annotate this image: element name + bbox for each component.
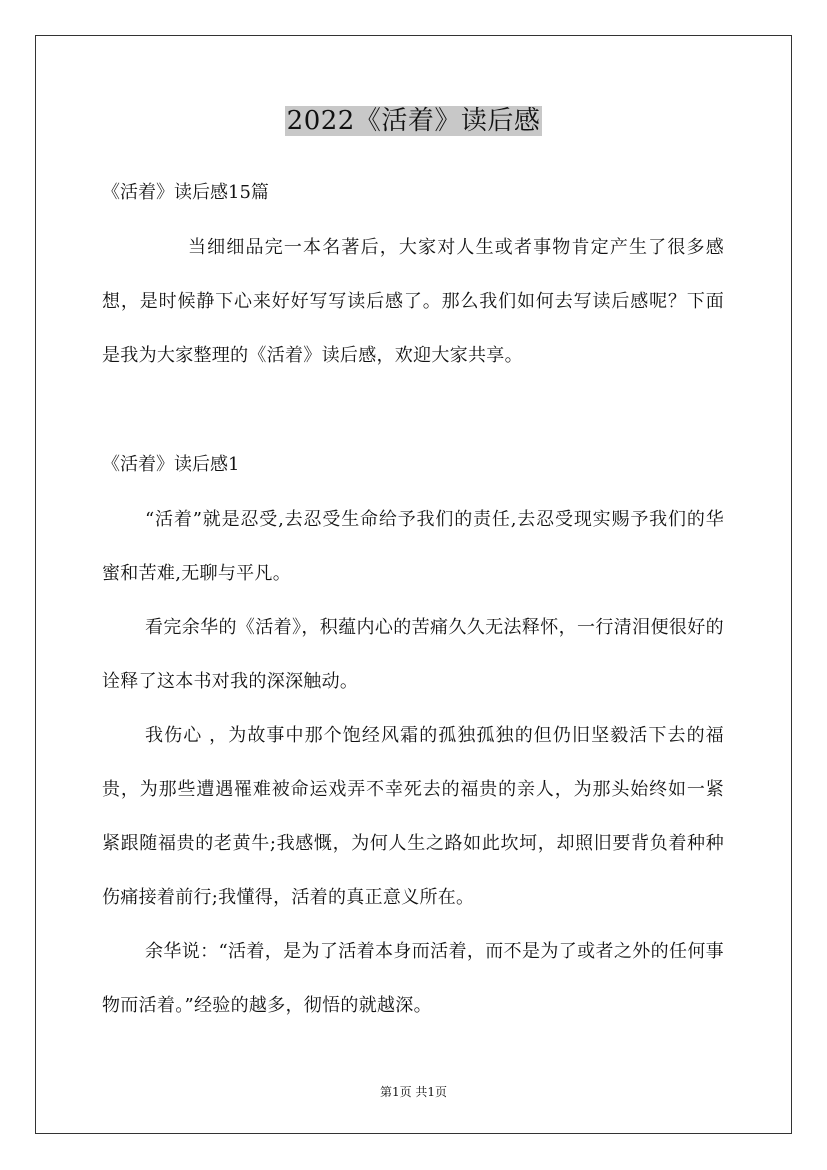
document-subtitle: 《活着》读后感15篇 [102,182,269,203]
body-paragraph-4: 余华说：“活着，是为了活着本身而活着，而不是为了或者之外的任何事物而活着。”经验的越多，彻悟的就越深。 [102,941,724,1016]
intro-paragraph: 当细细品完一本名著后，大家对人生或者事物肯定产生了很多感想，是时候静下心来好好写写读后感了。那么我们如何去写读后感呢？下面是我为大家整理的《活着》读后感，欢迎大家共享。 [102,237,724,366]
section-heading: 《活着》读后感1 [102,454,240,475]
page-footer: 第1页 共1页 [379,1085,448,1099]
body-paragraph-3: 我伤心 ，为故事中那个饱经风霜的孤独孤独的但仍旧坚毅活下去的福贵，为那些遭遇罹难被命运戏弄不幸死去的福贵的亲人，为那头始终如一紧紧跟随福贵的老黄牛;我感慨，为何人生之路如此坎坷，却照旧要背负着种种伤痛接着前行;我懂得，活着的真正意义所在。 [102,725,724,908]
document-title-text: 2022《活着》读后感 [286,106,541,136]
document-title [0,101,827,141]
body-paragraph-1: “活着”就是忍受,去忍受生命给予我们的责任,去忍受现实赐予我们的华蜜和苦难,无聊与平凡。 [102,509,724,584]
body-paragraph-2: 看完余华的《活着》，积蕴内心的苦痛久久无法释怀，一行清泪便很好的诠释了这本书对我的深深触动。 [102,617,724,692]
